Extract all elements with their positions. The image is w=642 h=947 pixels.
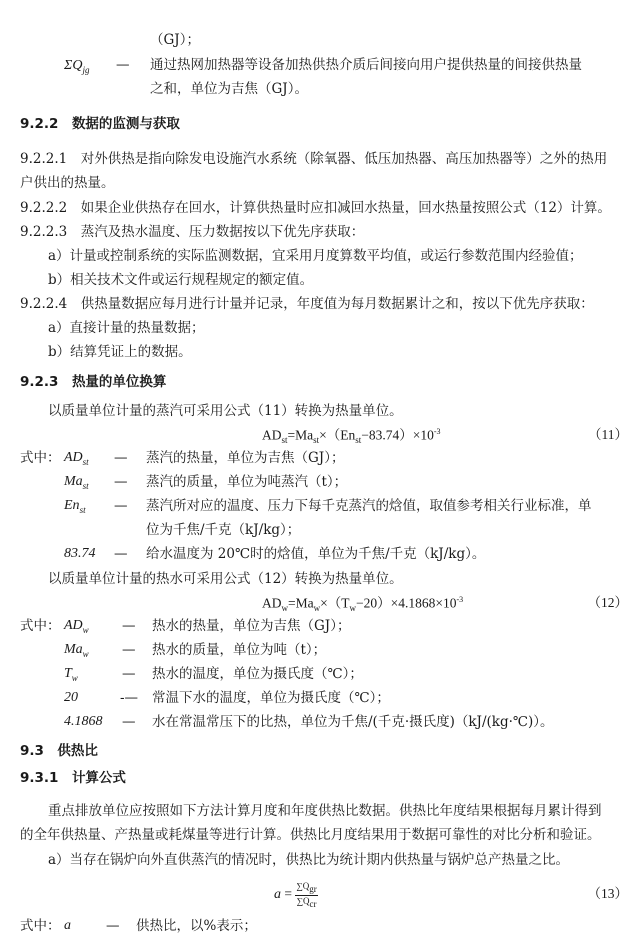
where-label: 式中： <box>20 918 61 934</box>
equation-number-12: （12） <box>587 595 628 610</box>
var-desc-20: 常温下水的温度，单位为摄氏度（℃）； <box>152 690 390 706</box>
var-desc-adw: 热水的热量，单位为吉焦（GJ）； <box>152 618 351 634</box>
definition-dash: — <box>122 714 136 730</box>
para-9-2-2-3: 9.2.2.3 蒸汽及热水温度、压力数据按以下优先序获取： <box>20 224 365 240</box>
where-label: 式中： <box>20 618 61 634</box>
list-item-a: a）计量或控制系统的实际监测数据，宜采用月度算数平均值，或运行参数范围内经验值； <box>48 248 583 264</box>
intro-steam-formula: 以质量单位计量的蒸汽可采用公式（11）转换为热量单位。 <box>48 403 403 419</box>
section-heading-9-3-1: 9.3.1 计算公式 <box>20 770 126 786</box>
var-desc-mast: 蒸汽的质量，单位为吨蒸汽（t）； <box>146 474 348 490</box>
definition-dash: — <box>116 57 130 73</box>
definition-dash: — <box>122 666 136 682</box>
sigma-qjg-desc-1: 通过热网加热器等设备加热供热介质后间接向用户提供热量的间接供热量 <box>150 57 582 73</box>
definition-dash: — <box>114 498 128 514</box>
sigma-qjg-desc-2: 之和，单位为吉焦（GJ）。 <box>150 81 308 97</box>
para-9-3-1-a: a）当存在锅炉向外直供蒸汽的情况时，供热比为统计期内供热量与锅炉总产热量之比。 <box>48 852 570 868</box>
var-symbol-maw: $Ma_w$ <box>64 642 89 659</box>
var-desc-tw: 热水的温度，单位为摄氏度（℃）； <box>152 666 363 682</box>
equation-number-13: （13） <box>587 886 628 901</box>
definition-dash: — <box>114 546 128 562</box>
equation-13: a = $\frac{\sum Q_{gr}}{\sum Q_{cr}}$ <box>274 881 317 909</box>
definition-dash: — <box>122 618 136 634</box>
list-item-b: b）相关技术文件或运行规程规定的额定值。 <box>48 272 314 288</box>
intro-water-formula: 以质量单位计量的热水可采用公式（12）转换为热量单位。 <box>48 571 403 587</box>
where-label: 式中： <box>20 450 61 466</box>
definition-dash: — <box>114 450 128 466</box>
var-symbol-mast: $Ma_{st}$ <box>64 474 89 491</box>
section-heading-9-2-3: 9.2.3 热量的单位换算 <box>20 374 167 390</box>
var-desc-41868: 水在常温常压下的比热，单位为千焦/(千克·摄氏度)（kJ/(kg·℃)）。 <box>152 714 554 730</box>
unit-continuation: （GJ）； <box>150 32 200 48</box>
section-heading-9-2-2: 9.2.2 数据的监测与获取 <box>20 116 180 132</box>
var-symbol-8374: 83.74 <box>64 546 96 561</box>
para-9-3-1-line2: 的全年供热量、产热量或耗煤量等进行计算。供热比月度结果用于数据可靠性的对比分析和验证。 <box>20 827 601 843</box>
var-symbol-41868: 4.1868 <box>64 714 103 729</box>
var-symbol-adw: $AD_w$ <box>64 618 89 635</box>
section-heading-9-3: 9.3 供热比 <box>20 743 98 759</box>
var-symbol-a: a <box>64 918 71 933</box>
var-desc-enst-1: 蒸汽所对应的温度、压力下每千克蒸汽的焓值，取值参考相关行业标准，单 <box>146 498 592 514</box>
list-item-a: a）直接计量的热量数据； <box>48 320 205 336</box>
var-symbol-adst: $AD_{st}$ <box>64 450 89 467</box>
para-9-2-2-1-line1: 9.2.2.1 对外供热是指向除发电设施汽水系统（除氧器、低压加热器、高压加热器等）之外的热用 <box>20 151 608 167</box>
sigma-qjg-symbol: $\Sigma Q_{jg}$ <box>64 58 90 75</box>
var-desc-a: 供热比，以%表示； <box>136 918 257 934</box>
equation-11: $AD_{st}=Ma_{st}\times(En_{st}-83.74)\times 10^{-3}$ <box>262 427 441 446</box>
var-desc-enst-2: 位为千焦/千克（kJ/kg）； <box>146 522 301 538</box>
definition-dash: — <box>114 474 128 490</box>
list-item-b: b）结算凭证上的数据。 <box>48 344 192 360</box>
var-desc-8374: 给水温度为 20℃时的焓值，单位为千焦/千克（kJ/kg）。 <box>146 546 486 562</box>
fraction: $\frac{\sum Q_{gr}}{\sum Q_{cr}}$ <box>296 881 317 909</box>
var-symbol-tw: $T_w$ <box>64 666 78 683</box>
para-9-3-1-line1: 重点排放单位应按照如下方法计算月度和年度供热比数据。供热比年度结果根据每月累计得到 <box>48 803 602 819</box>
var-symbol-20: 20 <box>64 690 78 705</box>
var-desc-adst: 蒸汽的热量，单位为吉焦（GJ）； <box>146 450 345 466</box>
definition-dash: -— <box>120 690 139 706</box>
equation-number-11: （11） <box>588 427 628 442</box>
para-9-2-2-1-line2: 户供出的热量。 <box>20 175 115 191</box>
definition-dash: — <box>106 918 120 934</box>
para-9-2-2-2: 9.2.2.2 如果企业供热存在回水，计算供热量时应扣减回水热量，回水热量按照公式（12）计算。 <box>20 200 611 216</box>
var-symbol-enst: $En_{st}$ <box>64 498 86 515</box>
para-9-2-2-4: 9.2.2.4 供热量数据应每月进行计量并记录，年度值为每月数据累计之和，按以下优先序获取： <box>20 296 594 312</box>
var-desc-maw: 热水的质量，单位为吨（t）； <box>152 642 327 658</box>
definition-dash: — <box>122 642 136 658</box>
equation-12: $AD_w=Ma_w\times(T_w-20)\times 4.1868\times 10^{-3}$ <box>262 595 464 614</box>
